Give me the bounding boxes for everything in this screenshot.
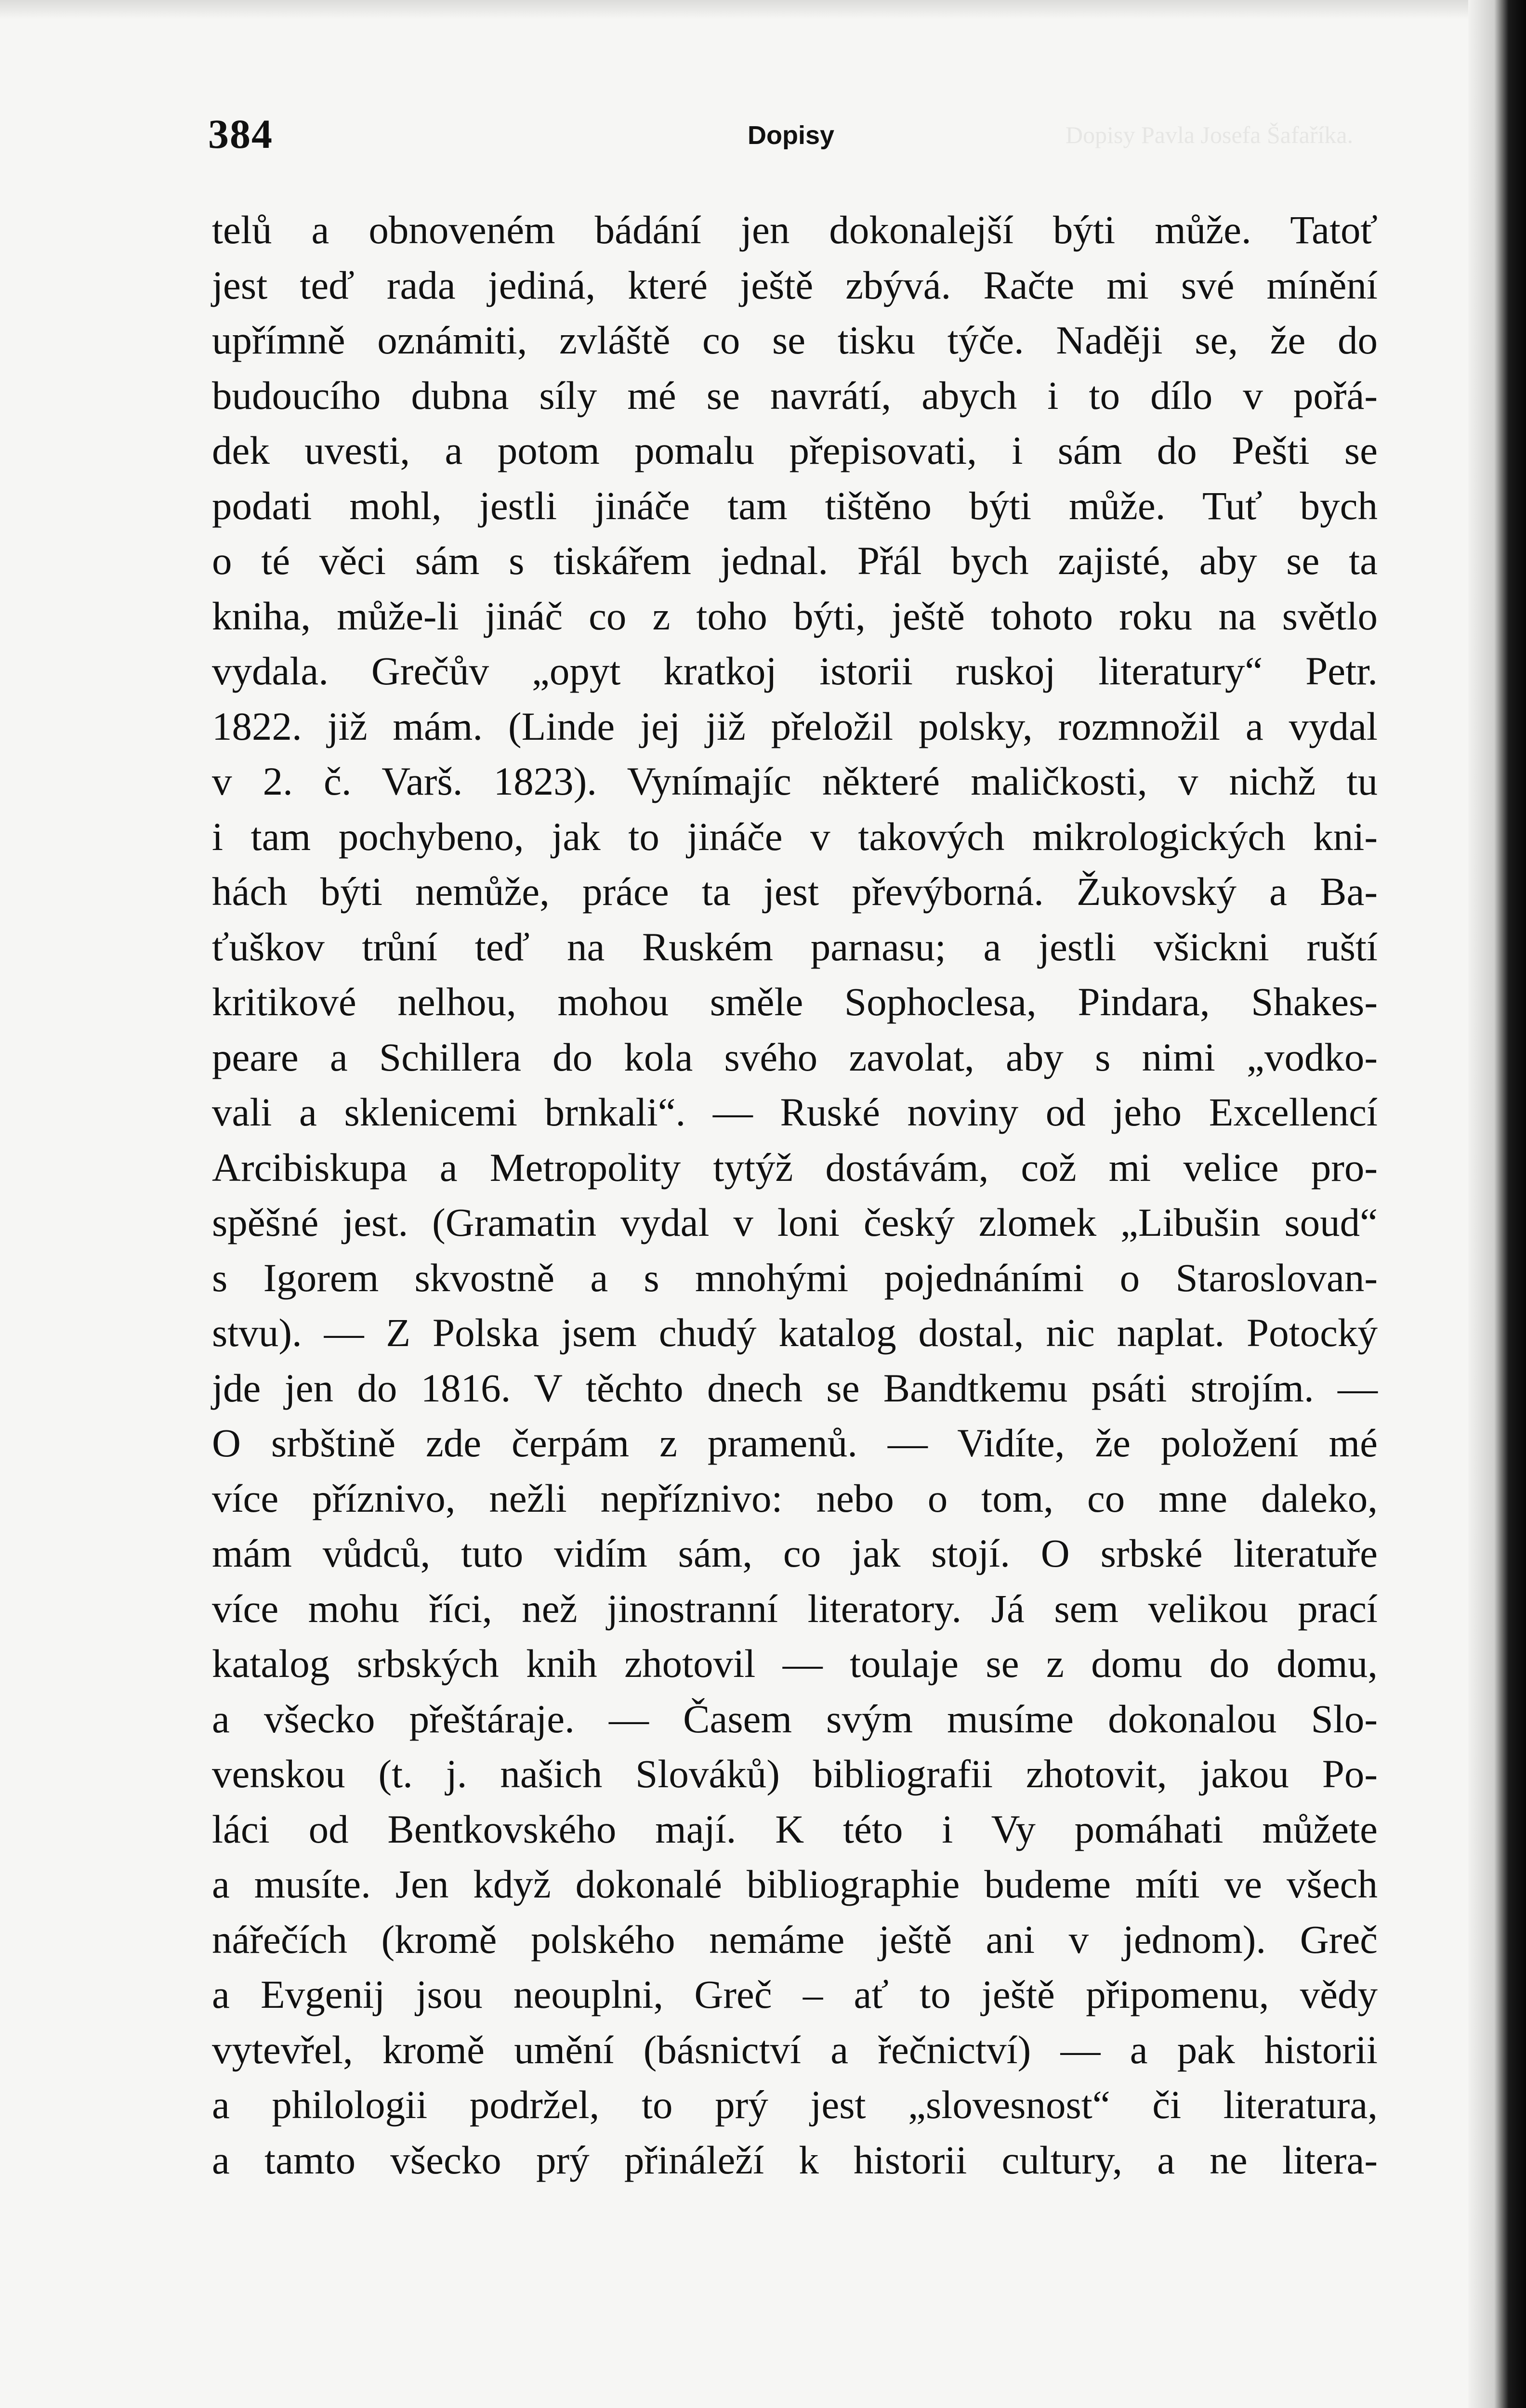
text-line: kniha, může-li jináč co z toho býti, ještě tohoto roku na světlo <box>212 593 1378 638</box>
scan-top-shadow <box>0 0 1526 19</box>
text-line: spěšné jest. (Gramatin vydal v loni český zlomek „Libušin soud“ <box>212 1200 1378 1244</box>
body-text <box>212 202 1378 2187</box>
text-line: vytevřel, kromě umění (básnictví a řečnictví) — a pak historii <box>212 2027 1378 2072</box>
text-line: podati mohl, jestli jináče tam tištěno býti může. Tuť bych <box>212 483 1378 528</box>
text-line: mám vůdců, tuto vidím sám, co jak stojí. O srbské literatuře <box>212 1531 1378 1575</box>
text-line: kritikové nelhou, mohou směle Sophoclesa, Pindara, Shakes- <box>212 980 1378 1024</box>
text-line: 1822. již mám. (Linde jej již přeložil polsky, rozmnožil a vydal <box>212 704 1378 748</box>
text-line: hách býti nemůže, práce ta jest převýborná. Žukovský a Ba- <box>212 869 1378 914</box>
text-line: peare a Schillera do kola svého zavolat, aby s nimi „vodko- <box>212 1034 1378 1079</box>
text-line: budoucího dubna síly mé se navrátí, abych i to dílo v pořá- <box>212 373 1378 418</box>
page-number: 384 <box>208 111 273 157</box>
bleed-through-text: Dopisy Pavla Josefa Šafaříka. <box>1066 121 1354 148</box>
text-line: O srbštině zde čerpám z pramenů. — Vidíte, že položení mé <box>212 1421 1378 1465</box>
text-line: venskou (t. j. našich Slováků) bibliografii zhotovit, jakou Po- <box>212 1752 1378 1796</box>
text-line: Arcibiskupa a Metropolity tytýž dostávám, což mi velice pro- <box>212 1145 1378 1190</box>
text-line: nářečích (kromě polského nemáme ještě ani v jednom). Greč <box>212 1917 1378 1962</box>
text-line: s Igorem skvostně a s mnohými pojednáními o Staroslovan- <box>212 1255 1378 1300</box>
text-line: a musíte. Jen když dokonalé bibliographie budeme míti ve všech <box>212 1862 1378 1906</box>
text-line: a Evgenij jsou neouplni, Greč – ať to ještě připomenu, vědy <box>212 1972 1378 2016</box>
text-line: a philologii podržel, to prý jest „slovesnost“ či literatura, <box>212 2082 1378 2127</box>
page-header <box>208 105 1393 163</box>
scan-edge-shadow <box>1468 0 1526 2408</box>
text-line: a tamto všecko prý přináleží k historii cultury, a ne litera- <box>212 2137 1378 2182</box>
text-line: láci od Bentkovského mají. K této i Vy pomáhati můžete <box>212 1806 1378 1851</box>
text-line: telů a obnoveném bádání jen dokonalejší býti může. Tatoť <box>212 208 1378 252</box>
text-line: katalog srbských knih zhotovil — toulaje se z domu do domu, <box>212 1641 1378 1686</box>
text-line: a všecko přeštáraje. — Časem svým musíme dokonalou Slo- <box>212 1696 1378 1741</box>
text-line: o té věci sám s tiskářem jednal. Přál bych zajisté, aby se ta <box>212 538 1378 583</box>
text-line: více příznivo, nežli nepříznivo: nebo o tom, co mne daleko, <box>212 1476 1378 1520</box>
text-line: vali a sklenicemi brnkali“. — Ruské noviny od jeho Excellencí <box>212 1090 1378 1134</box>
text-line: i tam pochybeno, jak to jináče v takových mikrologických kni- <box>212 814 1378 859</box>
text-line: jest teď rada jediná, které ještě zbývá. Račte mi své mínění <box>212 262 1378 307</box>
text-line: jde jen do 1816. V těchto dnech se Bandtkemu psáti strojím. — <box>212 1365 1378 1410</box>
running-title: Dopisy <box>748 121 835 150</box>
text-line: v 2. č. Varš. 1823). Vynímajíc některé maličkosti, v nichž tu <box>212 759 1378 803</box>
text-line: stvu). — Z Polska jsem chudý katalog dostal, nic naplat. Potocký <box>212 1310 1378 1355</box>
text-line: více mohu říci, než jinostranní literatory. Já sem velikou prací <box>212 1586 1378 1631</box>
text-line: ťuškov trůní teď na Ruském parnasu; a jestli všickni ruští <box>212 924 1378 969</box>
text-line: dek uvesti, a potom pomalu přepisovati, i sám do Pešti se <box>212 428 1378 472</box>
text-line: vydala. Grečův „opyt kratkoj istorii ruskoj literatury“ Petr. <box>212 649 1378 693</box>
text-line: upřímně oznámiti, zvláště co se tisku týče. Naději se, že do <box>212 318 1378 362</box>
